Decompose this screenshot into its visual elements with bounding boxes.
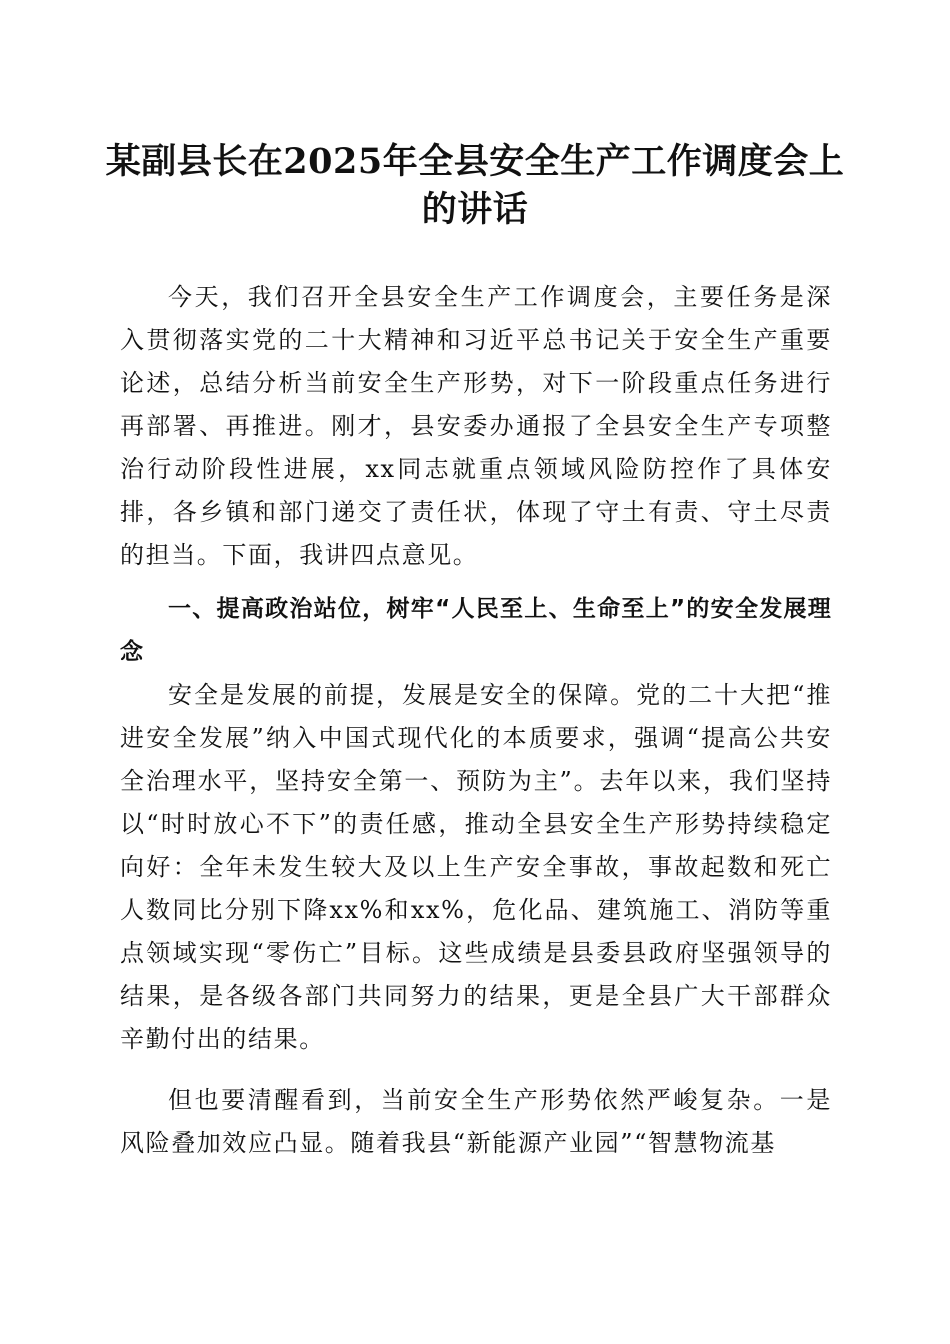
section-1-paragraph-1: 安全是发展的前提，发展是安全的保障。党的二十大把“推进安全发展”纳入中国式现代化的本质要求，强调“提高公共安全治理水平，坚持安全第一、预防为主”。去年以来，我们坚持以“时时放心不下”的责任感，推动全县安全生产形势持续稳定向好：全年未发生较大及以上生产安全事故，事故起数和死亡人数同比分别下降xx%和xx%，危化品、建筑施工、消防等重点领域实现“零伤亡”目标。这些成绩是县委县政府坚强领导的结果，是各级各部门共同努力的结果，更是全县广大干部群众辛勤付出的结果。 xyxy=(120,681,832,1053)
section-1-paragraph-2: 但也要清醒看到，当前安全生产形势依然严峻复杂。一是风险叠加效应凸显。随着我县“新能源产业园”“智慧物流基 xyxy=(120,1086,832,1157)
document-title: 某副县长在2025年全县安全生产工作调度会上的讲话 xyxy=(105,141,845,230)
section-heading-1: 一、提高政治站位，树牢“人民至上、生命至上”的安全发展理念 xyxy=(120,596,832,665)
opening-paragraph: 今天，我们召开全县安全生产工作调度会，主要任务是深入贯彻落实党的二十大精神和习近平总书记关于安全生产重要论述，总结分析当前安全生产形势，对下一阶段重点任务进行再部署、再推进。刚才，县安委办通报了全县安全生产专项整治行动阶段性进展，xx同志就重点领域风险防控作了具体安排，各乡镇和部门递交了责任状，体现了守土有责、守土尽责的担当。下面，我讲四点意见。 xyxy=(120,283,832,569)
